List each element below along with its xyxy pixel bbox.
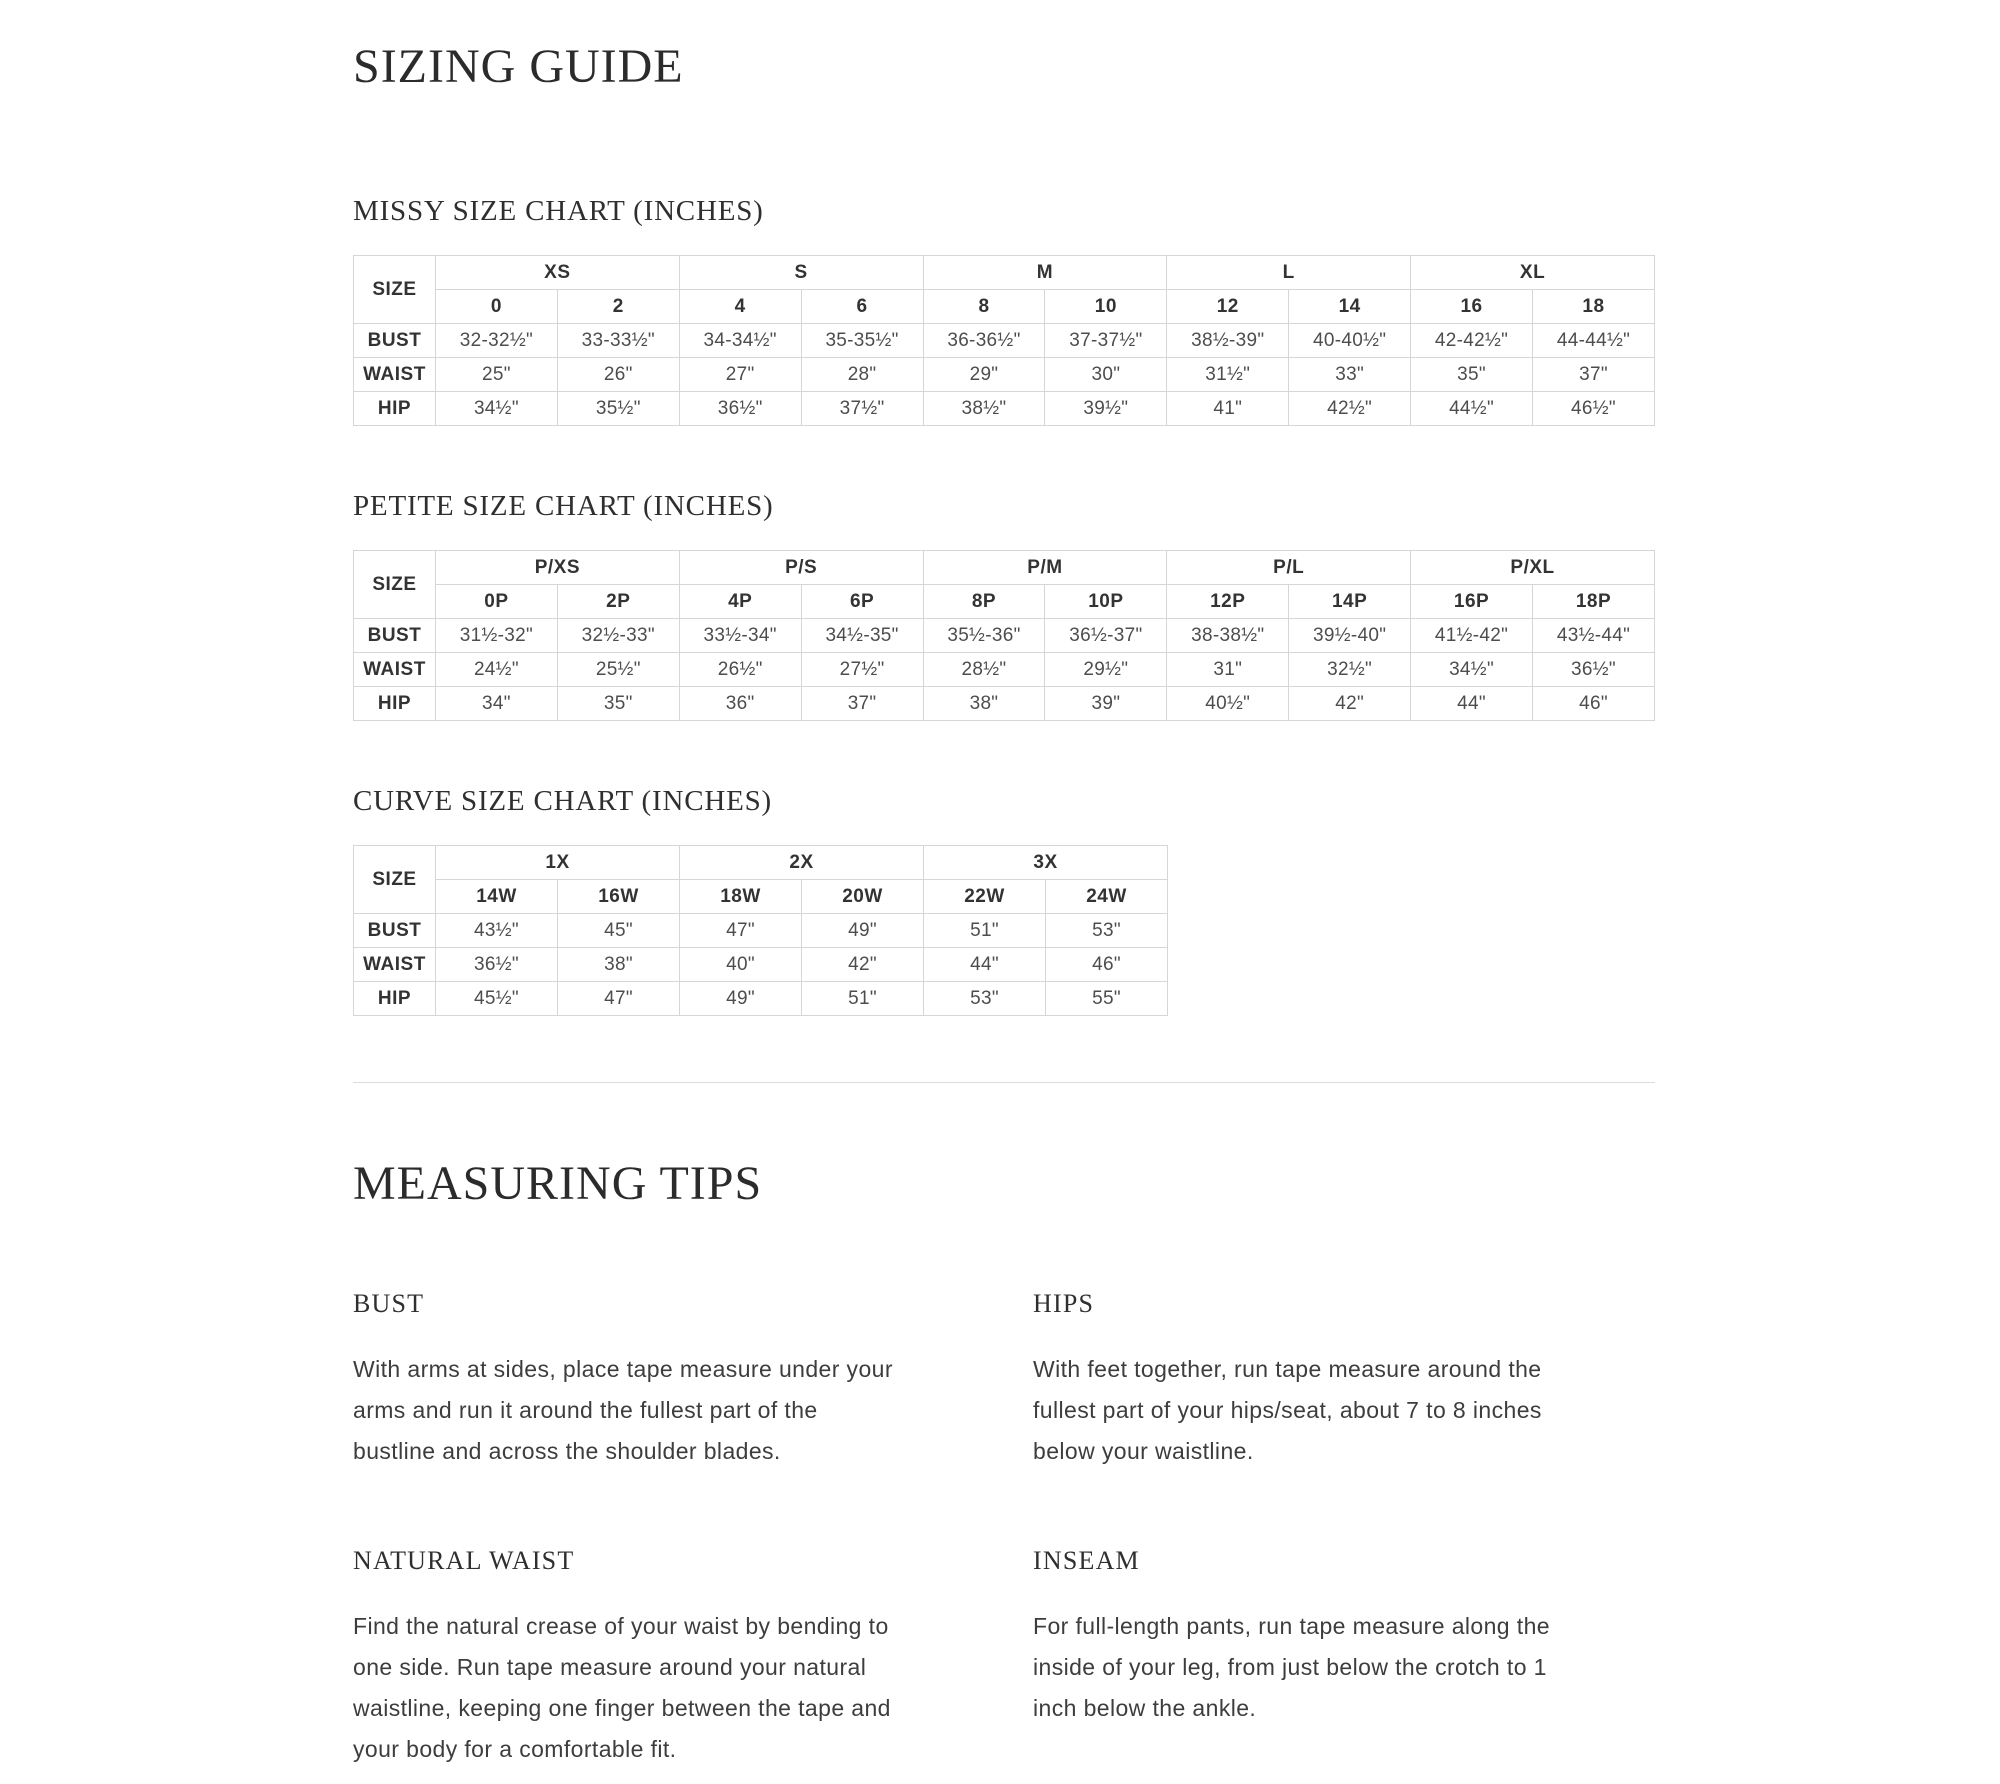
measurement-value: 38": [558, 948, 680, 982]
measurement-value: 47": [558, 982, 680, 1016]
size-number-header: 16: [1411, 290, 1533, 324]
measurement-value: 51": [802, 982, 924, 1016]
tip-hips: [1033, 1287, 1655, 1472]
measurement-value: 29½": [1045, 653, 1167, 687]
measurement-value: 31½": [1167, 358, 1289, 392]
size-group-header: 2X: [680, 846, 924, 880]
size-group-header: XS: [435, 256, 679, 290]
measurement-value: 35": [1411, 358, 1533, 392]
measurement-value: 42-42½": [1411, 324, 1533, 358]
measurement-value: 40": [680, 948, 802, 982]
measurement-value: 44-44½": [1532, 324, 1654, 358]
measurement-row-label: WAIST: [354, 653, 436, 687]
size-group-header: XL: [1411, 256, 1655, 290]
size-number-header: 2: [557, 290, 679, 324]
size-number-header: 6P: [801, 585, 923, 619]
measurement-value: 28½": [923, 653, 1045, 687]
measurement-value: 36½-37": [1045, 619, 1167, 653]
measurement-value: 38-38½": [1167, 619, 1289, 653]
petite-chart-title: PETITE SIZE CHART (INCHES): [353, 490, 774, 522]
measurement-value: 34½": [1411, 653, 1533, 687]
missy-chart-title: MISSY SIZE CHART (INCHES): [353, 195, 764, 227]
measurement-row: [354, 914, 1168, 948]
measurement-value: 35½": [557, 392, 679, 426]
size-number-header: 18P: [1532, 585, 1654, 619]
measurement-value: 32½-33": [557, 619, 679, 653]
measurement-row-label: BUST: [354, 914, 436, 948]
measurement-value: 46": [1532, 687, 1654, 721]
measurement-value: 42": [1289, 687, 1411, 721]
measurement-value: 44½": [1411, 392, 1533, 426]
measurement-value: 37": [801, 687, 923, 721]
measurement-value: 27½": [801, 653, 923, 687]
curve-chart-title: CURVE SIZE CHART (INCHES): [353, 785, 772, 817]
size-number-header: 12: [1167, 290, 1289, 324]
measurement-value: 36½": [679, 392, 801, 426]
size-corner-label: SIZE: [354, 256, 436, 324]
tip-natural-waist: [353, 1544, 1033, 1770]
measurement-value: 47": [680, 914, 802, 948]
size-number-header: 10: [1045, 290, 1167, 324]
measurement-value: 53": [1046, 914, 1168, 948]
section-divider: [353, 1082, 1655, 1083]
size-group-header: 3X: [924, 846, 1168, 880]
measurement-value: 43½-44": [1532, 619, 1654, 653]
measurement-value: 38½": [923, 392, 1045, 426]
petite-size-table: [353, 550, 1655, 721]
measurement-value: 35½-36": [923, 619, 1045, 653]
size-number-header: 20W: [802, 880, 924, 914]
measurement-value: 49": [802, 914, 924, 948]
measurement-row: [354, 982, 1168, 1016]
size-corner-label: SIZE: [354, 846, 436, 914]
measurement-value: 33½-34": [679, 619, 801, 653]
measurement-value: 31": [1167, 653, 1289, 687]
tip-natural-waist-text: Find the natural crease of your waist by bending to one side. Run tape measure around your natural waistline, keeping one finger between the tape and your body for a comfortable fit.: [353, 1613, 891, 1762]
measurement-value: 46": [1046, 948, 1168, 982]
measurement-value: 46½": [1532, 392, 1654, 426]
size-number-header: 0P: [435, 585, 557, 619]
size-group-header: P/M: [923, 551, 1167, 585]
measurement-value: 24½": [435, 653, 557, 687]
curve-size-table: [353, 845, 1168, 1016]
size-number-header: 18W: [680, 880, 802, 914]
measurement-row: [354, 392, 1655, 426]
measurement-row-label: HIP: [354, 687, 436, 721]
measurement-value: 30": [1045, 358, 1167, 392]
measurement-value: 41½-42": [1411, 619, 1533, 653]
measurement-row-label: BUST: [354, 324, 436, 358]
tip-inseam-title: INSEAM: [1033, 1546, 1140, 1575]
measurement-value: 36-36½": [923, 324, 1045, 358]
measurement-value: 44": [1411, 687, 1533, 721]
size-number-header: 0: [435, 290, 557, 324]
measurement-row-label: WAIST: [354, 358, 436, 392]
measurement-value: 35-35½": [801, 324, 923, 358]
measurement-value: 36½": [1532, 653, 1654, 687]
size-number-header: 10P: [1045, 585, 1167, 619]
measurement-value: 34": [435, 687, 557, 721]
tip-bust-title: BUST: [353, 1289, 425, 1318]
size-number-header: 14P: [1289, 585, 1411, 619]
size-group-header: P/L: [1167, 551, 1411, 585]
size-number-header: 14: [1289, 290, 1411, 324]
measurement-value: 45": [558, 914, 680, 948]
size-number-header: 16P: [1411, 585, 1533, 619]
size-number-header: 8P: [923, 585, 1045, 619]
tip-natural-waist-title: NATURAL WAIST: [353, 1546, 575, 1575]
size-group-header: M: [923, 256, 1167, 290]
size-number-header: 12P: [1167, 585, 1289, 619]
size-group-header: 1X: [436, 846, 680, 880]
tip-bust: [353, 1287, 1033, 1472]
missy-size-table: [353, 255, 1655, 426]
measurement-value: 40½": [1167, 687, 1289, 721]
measurement-row: [354, 687, 1655, 721]
measurement-value: 40-40½": [1289, 324, 1411, 358]
size-number-header: 18: [1532, 290, 1654, 324]
measurement-row: [354, 358, 1655, 392]
measurement-row-label: HIP: [354, 982, 436, 1016]
size-group-header: P/S: [679, 551, 923, 585]
measurement-value: 29": [923, 358, 1045, 392]
page-title: SIZING GUIDE: [353, 40, 684, 93]
size-number-header: 24W: [1046, 880, 1168, 914]
measurement-value: 27": [679, 358, 801, 392]
size-number-header: 4P: [679, 585, 801, 619]
measurement-value: 35": [557, 687, 679, 721]
size-group-header: S: [679, 256, 923, 290]
size-number-header: 6: [801, 290, 923, 324]
measurement-row: [354, 619, 1655, 653]
measurement-value: 37½": [801, 392, 923, 426]
measurement-value: 34½-35": [801, 619, 923, 653]
measurement-value: 49": [680, 982, 802, 1016]
size-number-header: 16W: [558, 880, 680, 914]
sizing-guide-page: [353, 36, 1655, 1784]
measurement-value: 33": [1289, 358, 1411, 392]
measurement-value: 42": [802, 948, 924, 982]
measurement-row: [354, 324, 1655, 358]
measurement-value: 39½": [1045, 392, 1167, 426]
measurement-value: 37-37½": [1045, 324, 1167, 358]
measurement-value: 34-34½": [679, 324, 801, 358]
measurement-row: [354, 653, 1655, 687]
size-group-header: P/XL: [1411, 551, 1655, 585]
measurement-value: 34½": [435, 392, 557, 426]
measurement-value: 25": [435, 358, 557, 392]
size-group-header: L: [1167, 256, 1411, 290]
measurement-value: 53": [924, 982, 1046, 1016]
measurement-value: 38½-39": [1167, 324, 1289, 358]
measurement-value: 32-32½": [435, 324, 557, 358]
measurement-value: 33-33½": [557, 324, 679, 358]
measurement-value: 37": [1532, 358, 1654, 392]
measurement-value: 36": [679, 687, 801, 721]
tip-inseam-text: For full-length pants, run tape measure along the inside of your leg, from just below the crotch to 1 inch below the ankle.: [1033, 1613, 1550, 1721]
tip-bust-text: With arms at sides, place tape measure under your arms and run it around the fullest part of the bustline and across the shoulder blades.: [353, 1356, 893, 1464]
tip-hips-title: HIPS: [1033, 1289, 1095, 1318]
measurement-value: 41": [1167, 392, 1289, 426]
size-number-header: 22W: [924, 880, 1046, 914]
measurement-value: 28": [801, 358, 923, 392]
curve-chart-section: [353, 783, 1655, 1016]
measurement-value: 32½": [1289, 653, 1411, 687]
measurement-value: 44": [924, 948, 1046, 982]
petite-chart-section: [353, 488, 1655, 721]
measurement-value: 31½-32": [435, 619, 557, 653]
size-number-header: 2P: [557, 585, 679, 619]
size-number-header: 4: [679, 290, 801, 324]
measurement-row-label: HIP: [354, 392, 436, 426]
measurement-value: 43½": [436, 914, 558, 948]
measurement-row-label: WAIST: [354, 948, 436, 982]
size-corner-label: SIZE: [354, 551, 436, 619]
measurement-value: 25½": [557, 653, 679, 687]
measurement-value: 39": [1045, 687, 1167, 721]
tip-hips-text: With feet together, run tape measure around the fullest part of your hips/seat, about 7 to 8 inches below your waistline.: [1033, 1356, 1542, 1464]
size-group-header: P/XS: [435, 551, 679, 585]
measurement-value: 26½": [679, 653, 801, 687]
measuring-tips-grid: [353, 1287, 1655, 1770]
measurement-value: 38": [923, 687, 1045, 721]
measuring-tips-title: MEASURING TIPS: [353, 1157, 763, 1210]
tip-inseam: [1033, 1544, 1655, 1770]
size-number-header: 14W: [436, 880, 558, 914]
measurement-row-label: BUST: [354, 619, 436, 653]
measurement-value: 51": [924, 914, 1046, 948]
measurement-value: 39½-40": [1289, 619, 1411, 653]
measurement-row: [354, 948, 1168, 982]
missy-chart-section: [353, 193, 1655, 426]
measurement-value: 26": [557, 358, 679, 392]
measurement-value: 42½": [1289, 392, 1411, 426]
measurement-value: 55": [1046, 982, 1168, 1016]
size-number-header: 8: [923, 290, 1045, 324]
measurement-value: 45½": [436, 982, 558, 1016]
measurement-value: 36½": [436, 948, 558, 982]
